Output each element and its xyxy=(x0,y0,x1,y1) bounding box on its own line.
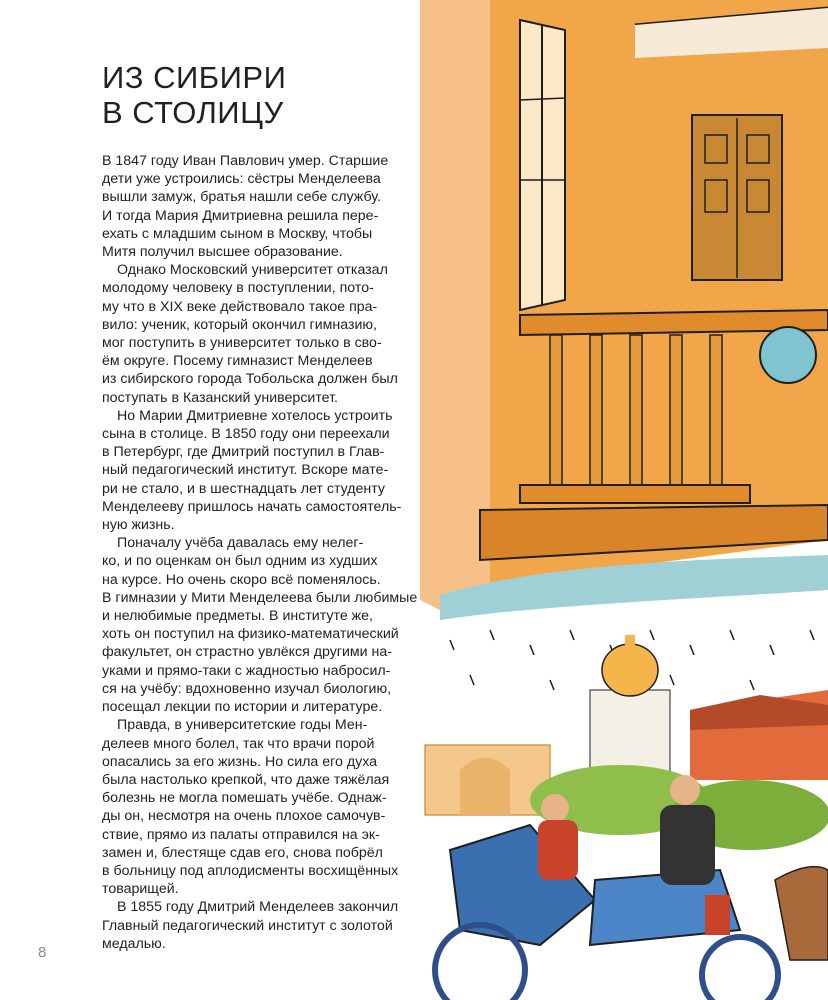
text-line: Но Марии Дмитриевне хотелось устроить xyxy=(117,407,393,424)
article-column xyxy=(102,60,418,953)
paragraph xyxy=(102,152,410,261)
text-line: мог поступить в университет только в сво- xyxy=(102,335,382,352)
paragraph xyxy=(102,261,410,407)
text-line: ствие, прямо из палаты отправился на эк- xyxy=(102,826,380,843)
text-line: замен и, блестяще сдав его, снова побрёл xyxy=(102,844,383,861)
text-line: поступать в Казанский университет. xyxy=(102,389,338,406)
text-line: Менделееву пришлось начать самостоятель- xyxy=(102,498,402,515)
text-line: на курсе. Но очень скоро всё поменялось. xyxy=(102,571,381,588)
text-line: из сибирского города Тобольска должен был xyxy=(102,371,398,388)
paragraph xyxy=(102,898,410,953)
text-line: ехать с младшим сыном в Москву, чтобы xyxy=(102,225,373,242)
text-line: ко, и по оценкам он был одним из худших xyxy=(102,553,378,570)
text-line: В 1855 году Дмитрий Менделеев закончил xyxy=(117,899,399,916)
text-line: молодому человеку в поступлении, пото- xyxy=(102,280,374,297)
text-line: Однако Московский университет отказал xyxy=(117,262,388,279)
text-line: И тогда Мария Дмитриевна решила пере- xyxy=(102,207,379,224)
text-line: уками и прямо-таки с жадностью набросил- xyxy=(102,662,391,679)
text-line: ный педагогический институт. Вскоре мате- xyxy=(102,462,389,479)
text-line: сына в столице. В 1850 году они переехали xyxy=(102,426,390,443)
text-line: хоть он поступил на физико-математический xyxy=(102,626,399,643)
text-line: ды он, несмотря на очень плохое самочув- xyxy=(102,808,386,825)
text-line: посещал лекции по истории и литературе. xyxy=(102,699,383,716)
text-line: в Петербург, где Дмитрий поступил в Глав- xyxy=(102,444,385,461)
text-line: в больницу под аплодисменты восхищённых xyxy=(102,862,399,879)
text-line: опасались за его жизнь. Но сила его духа xyxy=(102,753,378,770)
text-line: Поначалу учёба давалась ему нелег- xyxy=(117,535,364,552)
text-line: была настолько крепкой, что даже тяжёлая xyxy=(102,771,390,788)
city-skyline xyxy=(425,635,828,850)
paragraph xyxy=(102,716,410,898)
st-petersburg-illustration xyxy=(420,0,828,1000)
text-line: ную жизнь. xyxy=(102,517,175,534)
page-title xyxy=(102,60,410,130)
text-line: болезнь не могла помешать учёбе. Однаж- xyxy=(102,790,387,807)
title-line: В СТОЛИЦУ xyxy=(102,95,284,130)
text-line: В гимназии у Мити Менделеева были любимые xyxy=(102,589,418,606)
text-line: Митя получил высшее образование. xyxy=(102,244,343,261)
text-line: Правда, в университетские годы Мен- xyxy=(117,717,368,734)
page-number: 8 xyxy=(38,944,47,961)
text-line: Главный педагогический институт с золотой xyxy=(102,917,393,934)
text-line: вышли замуж, братья нашли себе службу. xyxy=(102,189,381,206)
text-line: вило: ученик, который окончил гимназию, xyxy=(102,316,377,333)
paragraph xyxy=(102,407,410,534)
text-line: факультет, он страстно увлёкся другими на- xyxy=(102,644,392,661)
text-line: ри не стало, и в шестнадцать лет студенту xyxy=(102,480,385,497)
text-line: дети уже устроились: сёстры Менделеева xyxy=(102,171,381,188)
text-line: ся на учёбу: вдохновенно изучал биологию, xyxy=(102,680,392,697)
text-line: медалью. xyxy=(102,935,166,952)
text-line: товарищей. xyxy=(102,881,179,898)
building-illustration xyxy=(420,0,828,620)
text-line: В 1847 году Иван Павлович умер. Старшие xyxy=(102,153,389,169)
title-line: ИЗ СИБИРИ xyxy=(102,60,287,95)
text-line: ём округе. Посему гимназист Менделеев xyxy=(102,353,373,370)
text-line: и нелюбимые предметы. В институте же, xyxy=(102,608,373,625)
text-line: му что в XIX веке действовало такое пра- xyxy=(102,298,378,315)
text-line: делеев много болел, так что врачи порой xyxy=(102,735,375,752)
paragraph xyxy=(102,534,418,716)
